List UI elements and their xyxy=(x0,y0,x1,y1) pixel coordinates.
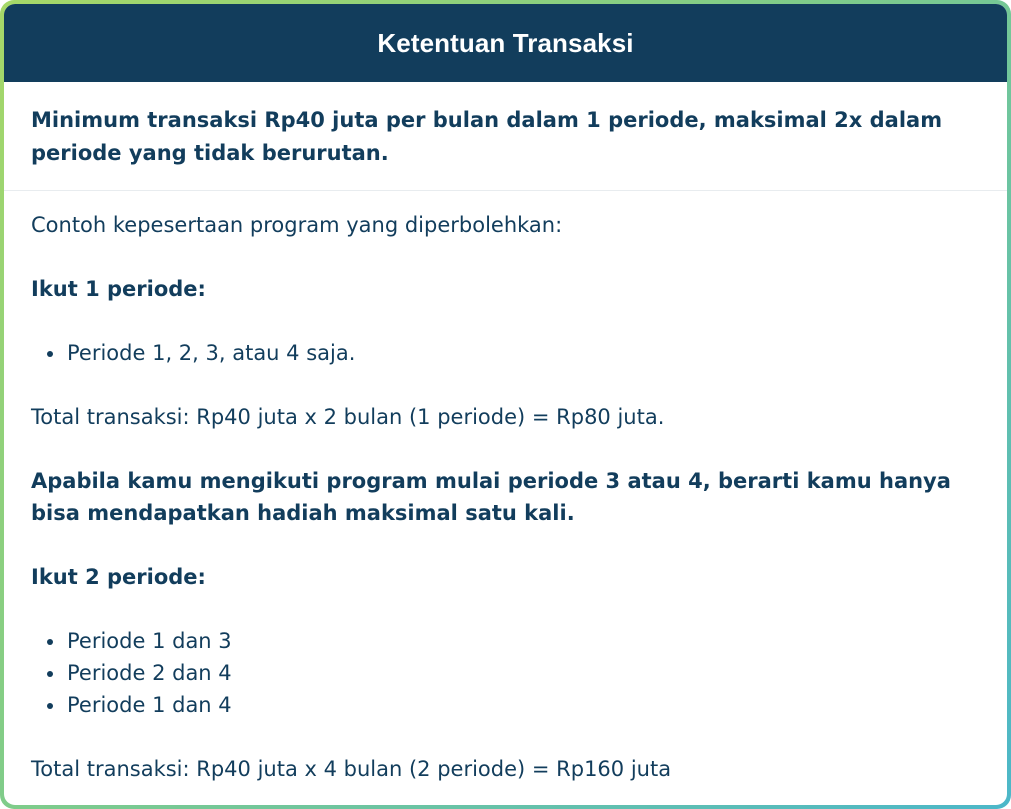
card-title: Ketentuan Transaksi xyxy=(377,27,634,58)
summary-text: Minimum transaksi Rp40 juta per bulan dalam 1 periode, maksimal 2x dalam periode yang tidak berurutan. xyxy=(31,108,943,165)
list-item: • Periode 1 dan 3 xyxy=(66,625,980,657)
section1-total: Total transaksi: Rp40 juta x 2 bulan (1 periode) = Rp80 juta. xyxy=(31,405,665,429)
list-item: • Periode 1 dan 4 xyxy=(66,689,980,721)
terms-card xyxy=(4,4,1007,805)
section2-list xyxy=(31,625,980,721)
terms-body xyxy=(4,191,1007,785)
section1-list xyxy=(31,337,980,369)
intro-text: Contoh kepesertaan program yang diperbolehkan: xyxy=(31,213,563,237)
section2-heading: Ikut 2 periode: xyxy=(31,565,206,589)
list-item: • Periode 1, 2, 3, atau 4 saja. xyxy=(66,337,980,369)
section1-heading: Ikut 1 periode: xyxy=(31,277,206,301)
list-item: • Periode 2 dan 4 xyxy=(66,657,980,689)
card-header xyxy=(4,4,1007,82)
note-text: Apabila kamu mengikuti program mulai periode 3 atau 4, berarti kamu hanya bisa mendapatkan hadiah maksimal satu kali. xyxy=(31,469,951,525)
terms-summary xyxy=(4,82,1007,191)
section2-total: Total transaksi: Rp40 juta x 4 bulan (2 periode) = Rp160 juta xyxy=(31,757,672,781)
